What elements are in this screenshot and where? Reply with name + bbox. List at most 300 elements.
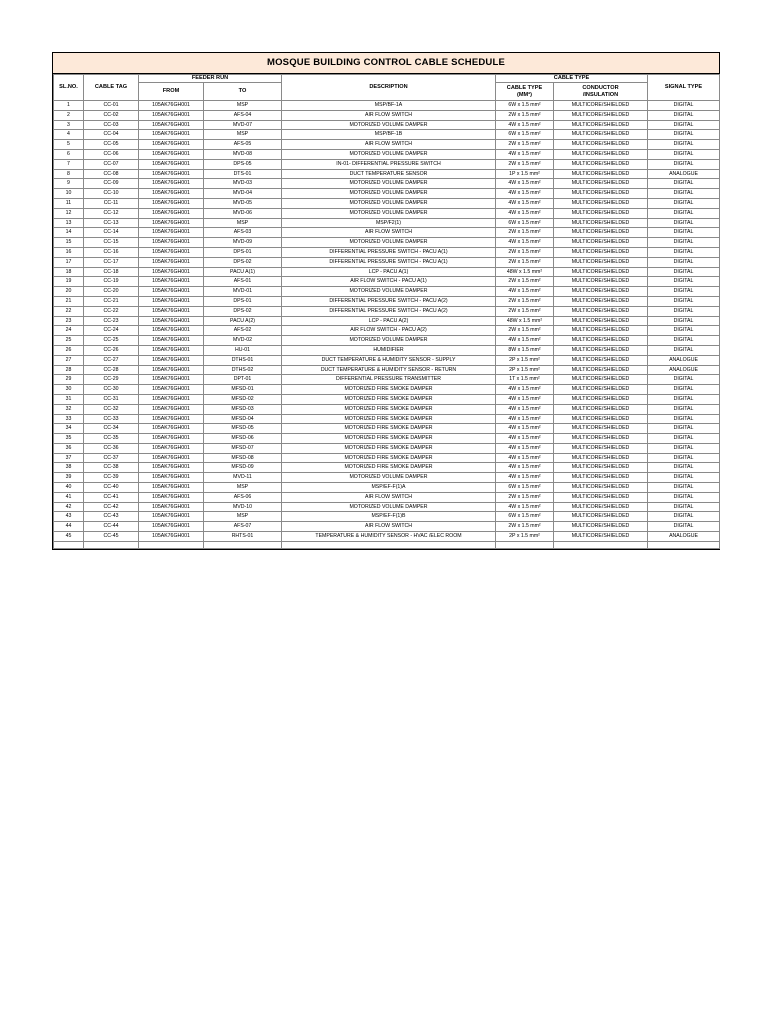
cell-cable-type: 4W x 1.5 mm² [496,443,554,453]
cell-slno: 13 [54,218,84,228]
cell-to: MFSD-09 [204,463,282,473]
cell-signal-type: DIGITAL [648,522,720,532]
cell-description: MOTORIZED VOLUME DAMPER [282,336,496,346]
cell-to: MVD-04 [204,189,282,199]
cell-slno: 25 [54,336,84,346]
cell-conductor: MULTICORE/SHIELDED [554,179,648,189]
cell-signal-type: DIGITAL [648,483,720,493]
cell-cable-type: 4W x 1.5 mm² [496,189,554,199]
cell-signal-type: DIGITAL [648,110,720,120]
cell-to: AFS-06 [204,492,282,502]
cell-signal-type: DIGITAL [648,473,720,483]
header-cable-type-group: CABLE TYPE [496,75,648,83]
cell-cable-type: 1P x 1.5 mm² [496,169,554,179]
cell-slno: 8 [54,169,84,179]
cell-signal-type: DIGITAL [648,159,720,169]
cell-description: MOTORIZED FIRE SMOKE DAMPER [282,463,496,473]
cell-slno: 26 [54,345,84,355]
cell-from: 105AK76GH001 [139,101,204,111]
cell-signal-type: DIGITAL [648,277,720,287]
cell-signal-type: DIGITAL [648,414,720,424]
cell-to: MSP [204,101,282,111]
cell-slno: 35 [54,434,84,444]
cell-conductor: MULTICORE/SHIELDED [554,414,648,424]
cell-cable-tag: CC-18 [84,267,139,277]
cell-slno: 11 [54,198,84,208]
cell-cable-tag: CC-41 [84,492,139,502]
cell-slno: 10 [54,189,84,199]
cell-cable-type: 4W x 1.5 mm² [496,502,554,512]
cell-to: AFS-07 [204,522,282,532]
table-row [54,522,720,532]
table-row [54,277,720,287]
cell-to: MFSD-04 [204,414,282,424]
cell-cable-type: 4W x 1.5 mm² [496,463,554,473]
table-row [54,355,720,365]
cell-slno: 9 [54,179,84,189]
header-from: FROM [139,83,204,101]
cell-cable-type: 8W x 1.5 mm² [496,345,554,355]
cell-signal-type: DIGITAL [648,267,720,277]
cell-signal-type: DIGITAL [648,424,720,434]
cell-slno: 32 [54,404,84,414]
cell-description: MSP/EF-F(1)A [282,483,496,493]
cell-cable-tag: CC-23 [84,316,139,326]
cell-from: 105AK76GH001 [139,414,204,424]
cell-to: PACU A(1) [204,267,282,277]
header-cable-tag-label: CABLE TAG [94,84,128,90]
cell-slno: 18 [54,267,84,277]
table-row [54,110,720,120]
cell-conductor: MULTICORE/SHIELDED [554,208,648,218]
cell-from: 105AK76GH001 [139,296,204,306]
cell-cable-type: 2P x 1.5 mm² [496,365,554,375]
table-row [54,296,720,306]
cell-to: DTHS-02 [204,365,282,375]
cell-cable-type: 2W x 1.5 mm² [496,110,554,120]
cell-to: MVD-02 [204,336,282,346]
cell-empty [496,541,554,548]
cell-from: 105AK76GH001 [139,169,204,179]
cell-cable-type: 6W x 1.5 mm² [496,130,554,140]
table-row [54,424,720,434]
cell-cable-tag: CC-36 [84,443,139,453]
cell-signal-type: DIGITAL [648,316,720,326]
cell-slno: 5 [54,140,84,150]
cell-signal-type: DIGITAL [648,287,720,297]
table-row [54,149,720,159]
cell-description: MOTORIZED VOLUME DAMPER [282,149,496,159]
cell-cable-tag: CC-25 [84,336,139,346]
table-row [54,120,720,130]
header-slno: SL.NO. [54,75,84,101]
table-row-empty [54,541,720,548]
cell-cable-tag: CC-15 [84,238,139,248]
cell-conductor: MULTICORE/SHIELDED [554,316,648,326]
cell-from: 105AK76GH001 [139,140,204,150]
cell-cable-type: 4W x 1.5 mm² [496,238,554,248]
cell-from: 105AK76GH001 [139,277,204,287]
cell-from: 105AK76GH001 [139,336,204,346]
table-row [54,434,720,444]
cell-from: 105AK76GH001 [139,463,204,473]
cell-cable-tag: CC-21 [84,296,139,306]
cable-schedule-sheet [52,52,720,550]
cell-conductor: MULTICORE/SHIELDED [554,385,648,395]
cell-cable-type: 2W x 1.5 mm² [496,522,554,532]
cell-cable-type: 2W x 1.5 mm² [496,159,554,169]
cell-to: MVD-01 [204,287,282,297]
cell-conductor: MULTICORE/SHIELDED [554,120,648,130]
table-row [54,247,720,257]
cell-from: 105AK76GH001 [139,345,204,355]
cell-cable-type: 2P x 1.5 mm² [496,355,554,365]
cell-slno: 34 [54,424,84,434]
table-row [54,453,720,463]
cell-slno: 39 [54,473,84,483]
cell-from: 105AK76GH001 [139,238,204,248]
cell-to: RHTS-01 [204,532,282,542]
cell-cable-tag: CC-12 [84,208,139,218]
table-row [54,443,720,453]
cell-from: 105AK76GH001 [139,453,204,463]
cell-from: 105AK76GH001 [139,326,204,336]
cell-conductor: MULTICORE/SHIELDED [554,483,648,493]
cell-cable-type: 4W x 1.5 mm² [496,179,554,189]
cell-conductor: MULTICORE/SHIELDED [554,101,648,111]
cell-signal-type: DIGITAL [648,247,720,257]
cell-to: DPS-01 [204,247,282,257]
cell-cable-tag: CC-30 [84,385,139,395]
cell-empty [54,541,84,548]
table-row [54,375,720,385]
cell-cable-type: 4W x 1.5 mm² [496,394,554,404]
table-row [54,365,720,375]
cell-description: MOTORIZED VOLUME DAMPER [282,189,496,199]
cell-to: MSP [204,512,282,522]
cell-to: AFS-05 [204,140,282,150]
table-row [54,512,720,522]
cell-description: DIFFERENTIAL PRESSURE SWITCH - PACU A(1) [282,257,496,267]
cell-cable-type: 6W x 1.5 mm² [496,512,554,522]
table-row [54,306,720,316]
cell-description: DUCT TEMPERATURE & HUMIDITY SENSOR - SUPPLY [282,355,496,365]
table-row [54,483,720,493]
cell-to: MVD-09 [204,238,282,248]
cell-empty [84,541,139,548]
cell-to: MVD-11 [204,473,282,483]
cell-description: MOTORIZED FIRE SMOKE DAMPER [282,404,496,414]
cell-from: 105AK76GH001 [139,375,204,385]
cell-to: HU-01 [204,345,282,355]
cell-description: TEMPERATURE & HUMIDITY SENSOR - HVAC /ELEC ROOM [282,532,496,542]
cell-signal-type: ANALOGUE [648,365,720,375]
table-row [54,130,720,140]
cell-signal-type: DIGITAL [648,140,720,150]
cable-schedule-table [53,74,720,549]
table-row [54,267,720,277]
table-row [54,336,720,346]
cell-conductor: MULTICORE/SHIELDED [554,198,648,208]
header-conductor [554,83,648,101]
cell-cable-type: 4W x 1.5 mm² [496,287,554,297]
cell-cable-tag: CC-29 [84,375,139,385]
cell-description: HUMIDIFIER [282,345,496,355]
cell-conductor: MULTICORE/SHIELDED [554,434,648,444]
table-row [54,473,720,483]
cell-from: 105AK76GH001 [139,443,204,453]
cell-signal-type: DIGITAL [648,453,720,463]
cell-from: 105AK76GH001 [139,424,204,434]
cell-cable-tag: CC-44 [84,522,139,532]
cell-conductor: MULTICORE/SHIELDED [554,532,648,542]
table-row [54,140,720,150]
cell-to: PACU A(2) [204,316,282,326]
cell-signal-type: DIGITAL [648,375,720,385]
cell-slno: 3 [54,120,84,130]
cell-from: 105AK76GH001 [139,257,204,267]
cell-cable-type: 2W x 1.5 mm² [496,228,554,238]
cell-signal-type: DIGITAL [648,336,720,346]
cell-cable-tag: CC-34 [84,424,139,434]
cell-slno: 19 [54,277,84,287]
table-row [54,414,720,424]
cell-signal-type: DIGITAL [648,179,720,189]
cell-signal-type: DIGITAL [648,130,720,140]
cell-to: MSP [204,483,282,493]
cell-from: 105AK76GH001 [139,120,204,130]
cell-cable-tag: CC-09 [84,179,139,189]
cell-cable-tag: CC-22 [84,306,139,316]
cell-from: 105AK76GH001 [139,218,204,228]
cell-description: MOTORIZED FIRE SMOKE DAMPER [282,453,496,463]
cell-description: AIR FLOW SWITCH - PACU A(1) [282,277,496,287]
cell-slno: 24 [54,326,84,336]
cell-signal-type: DIGITAL [648,492,720,502]
cell-to: DPS-01 [204,296,282,306]
cell-slno: 2 [54,110,84,120]
cell-cable-type: 4W x 1.5 mm² [496,208,554,218]
cell-conductor: MULTICORE/SHIELDED [554,267,648,277]
cell-description: MOTORIZED FIRE SMOKE DAMPER [282,394,496,404]
cell-conductor: MULTICORE/SHIELDED [554,296,648,306]
cell-cable-tag: CC-06 [84,149,139,159]
cell-signal-type: DIGITAL [648,404,720,414]
cell-slno: 7 [54,159,84,169]
cell-conductor: MULTICORE/SHIELDED [554,473,648,483]
cell-conductor: MULTICORE/SHIELDED [554,336,648,346]
cell-slno: 16 [54,247,84,257]
cell-signal-type: DIGITAL [648,228,720,238]
cell-signal-type: DIGITAL [648,502,720,512]
cell-conductor: MULTICORE/SHIELDED [554,424,648,434]
cell-to: MVD-07 [204,120,282,130]
cell-conductor: MULTICORE/SHIELDED [554,443,648,453]
cell-conductor: MULTICORE/SHIELDED [554,110,648,120]
cell-cable-type: 4W x 1.5 mm² [496,404,554,414]
cell-cable-tag: CC-42 [84,502,139,512]
cell-to: DPS-02 [204,306,282,316]
cell-description: AIR FLOW SWITCH [282,110,496,120]
cell-empty [282,541,496,548]
cell-from: 105AK76GH001 [139,130,204,140]
cell-cable-type: 2W x 1.5 mm² [496,247,554,257]
cell-to: MFSD-07 [204,443,282,453]
cell-to: AFS-04 [204,110,282,120]
cell-description: MOTORIZED FIRE SMOKE DAMPER [282,385,496,395]
cell-from: 105AK76GH001 [139,522,204,532]
cell-slno: 33 [54,414,84,424]
cell-cable-tag: CC-07 [84,159,139,169]
cell-cable-type: 4W x 1.5 mm² [496,120,554,130]
cell-slno: 44 [54,522,84,532]
cell-cable-tag: CC-08 [84,169,139,179]
cell-signal-type: ANALOGUE [648,532,720,542]
cell-empty [139,541,204,548]
table-row [54,404,720,414]
cell-slno: 31 [54,394,84,404]
cell-from: 105AK76GH001 [139,110,204,120]
cell-to: MFSD-06 [204,434,282,444]
cell-description: MSP/BF-1A [282,101,496,111]
cell-from: 105AK76GH001 [139,385,204,395]
cell-cable-type: 48W x 1.5 mm² [496,267,554,277]
cell-cable-type: 4W x 1.5 mm² [496,453,554,463]
cell-description: MOTORIZED VOLUME DAMPER [282,208,496,218]
header-cable-tag [84,75,139,101]
cell-cable-tag: CC-03 [84,120,139,130]
cell-conductor: MULTICORE/SHIELDED [554,159,648,169]
cell-description: MOTORIZED FIRE SMOKE DAMPER [282,414,496,424]
cell-to: MSP [204,218,282,228]
cell-from: 105AK76GH001 [139,306,204,316]
cell-from: 105AK76GH001 [139,512,204,522]
cell-slno: 36 [54,443,84,453]
table-row [54,316,720,326]
cell-from: 105AK76GH001 [139,287,204,297]
cell-cable-tag: CC-13 [84,218,139,228]
cell-cable-tag: CC-35 [84,434,139,444]
cell-conductor: MULTICORE/SHIELDED [554,277,648,287]
cell-conductor: MULTICORE/SHIELDED [554,218,648,228]
cell-description: MSP/F2(1) [282,218,496,228]
cell-description: AIR FLOW SWITCH [282,140,496,150]
table-row [54,189,720,199]
cell-conductor: MULTICORE/SHIELDED [554,306,648,316]
cell-cable-type: 4W x 1.5 mm² [496,385,554,395]
cell-signal-type: DIGITAL [648,189,720,199]
cell-signal-type: DIGITAL [648,394,720,404]
cell-cable-type: 4W x 1.5 mm² [496,336,554,346]
cell-slno: 28 [54,365,84,375]
cell-conductor: MULTICORE/SHIELDED [554,355,648,365]
table-row [54,179,720,189]
cell-description: IN-01- DIFFERENTIAL PRESSURE SWITCH [282,159,496,169]
table-row [54,169,720,179]
cell-to: MVD-10 [204,502,282,512]
cell-slno: 17 [54,257,84,267]
cell-conductor: MULTICORE/SHIELDED [554,375,648,385]
cell-cable-tag: CC-40 [84,483,139,493]
table-row [54,257,720,267]
cell-cable-tag: CC-20 [84,287,139,297]
table-row [54,385,720,395]
cell-cable-type: 2W x 1.5 mm² [496,140,554,150]
cell-signal-type: DIGITAL [648,218,720,228]
cell-cable-type: 4W x 1.5 mm² [496,424,554,434]
cell-slno: 40 [54,483,84,493]
cell-conductor: MULTICORE/SHIELDED [554,512,648,522]
cell-slno: 20 [54,287,84,297]
cell-description: DUCT TEMPERATURE SENSOR [282,169,496,179]
header-to: TO [204,83,282,101]
cell-slno: 4 [54,130,84,140]
cell-signal-type: DIGITAL [648,463,720,473]
cell-slno: 21 [54,296,84,306]
header-feeder-run: FEEDER RUN [139,75,282,83]
cell-to: MVD-08 [204,149,282,159]
cell-description: MOTORIZED FIRE SMOKE DAMPER [282,434,496,444]
cell-cable-type: 1T x 1.5 mm² [496,375,554,385]
cell-conductor: MULTICORE/SHIELDED [554,257,648,267]
cell-conductor: MULTICORE/SHIELDED [554,404,648,414]
cell-description: LCP - PACU A(2) [282,316,496,326]
cell-to: MVD-05 [204,198,282,208]
cell-signal-type: DIGITAL [648,149,720,159]
cell-conductor: MULTICORE/SHIELDED [554,140,648,150]
cell-cable-type: 4W x 1.5 mm² [496,414,554,424]
cell-from: 105AK76GH001 [139,149,204,159]
cell-to: MFSD-01 [204,385,282,395]
cell-conductor: MULTICORE/SHIELDED [554,326,648,336]
table-row [54,208,720,218]
cell-signal-type: DIGITAL [648,198,720,208]
cell-slno: 45 [54,532,84,542]
cell-slno: 29 [54,375,84,385]
cell-description: MOTORIZED VOLUME DAMPER [282,287,496,297]
cell-cable-type: 2W x 1.5 mm² [496,326,554,336]
cell-cable-type: 48W x 1.5 mm² [496,316,554,326]
cell-slno: 27 [54,355,84,365]
cell-from: 105AK76GH001 [139,492,204,502]
cell-description: DIFFERENTIAL PRESSURE SWITCH - PACU A(2) [282,296,496,306]
table-row [54,326,720,336]
cell-cable-type: 2W x 1.5 mm² [496,277,554,287]
cell-description: MOTORIZED FIRE SMOKE DAMPER [282,443,496,453]
cell-to: MVD-03 [204,179,282,189]
cell-signal-type: DIGITAL [648,345,720,355]
table-row [54,463,720,473]
cell-slno: 12 [54,208,84,218]
cell-to: DPT-01 [204,375,282,385]
cell-cable-tag: CC-05 [84,140,139,150]
cell-conductor: MULTICORE/SHIELDED [554,149,648,159]
cell-conductor: MULTICORE/SHIELDED [554,345,648,355]
cell-conductor: MULTICORE/SHIELDED [554,463,648,473]
cell-description: DIFFERENTIAL PRESSURE TRANSMITTER [282,375,496,385]
cell-cable-type: 6W x 1.5 mm² [496,101,554,111]
cell-conductor: MULTICORE/SHIELDED [554,453,648,463]
cell-signal-type: DIGITAL [648,512,720,522]
cell-to: DPS-05 [204,159,282,169]
sheet-title: MOSQUE BUILDING CONTROL CABLE SCHEDULE [53,53,719,74]
cell-cable-tag: CC-02 [84,110,139,120]
cell-signal-type: ANALOGUE [648,169,720,179]
cell-slno: 6 [54,149,84,159]
cell-cable-tag: CC-37 [84,453,139,463]
cell-description: DIFFERENTIAL PRESSURE SWITCH - PACU A(1) [282,247,496,257]
table-row [54,492,720,502]
